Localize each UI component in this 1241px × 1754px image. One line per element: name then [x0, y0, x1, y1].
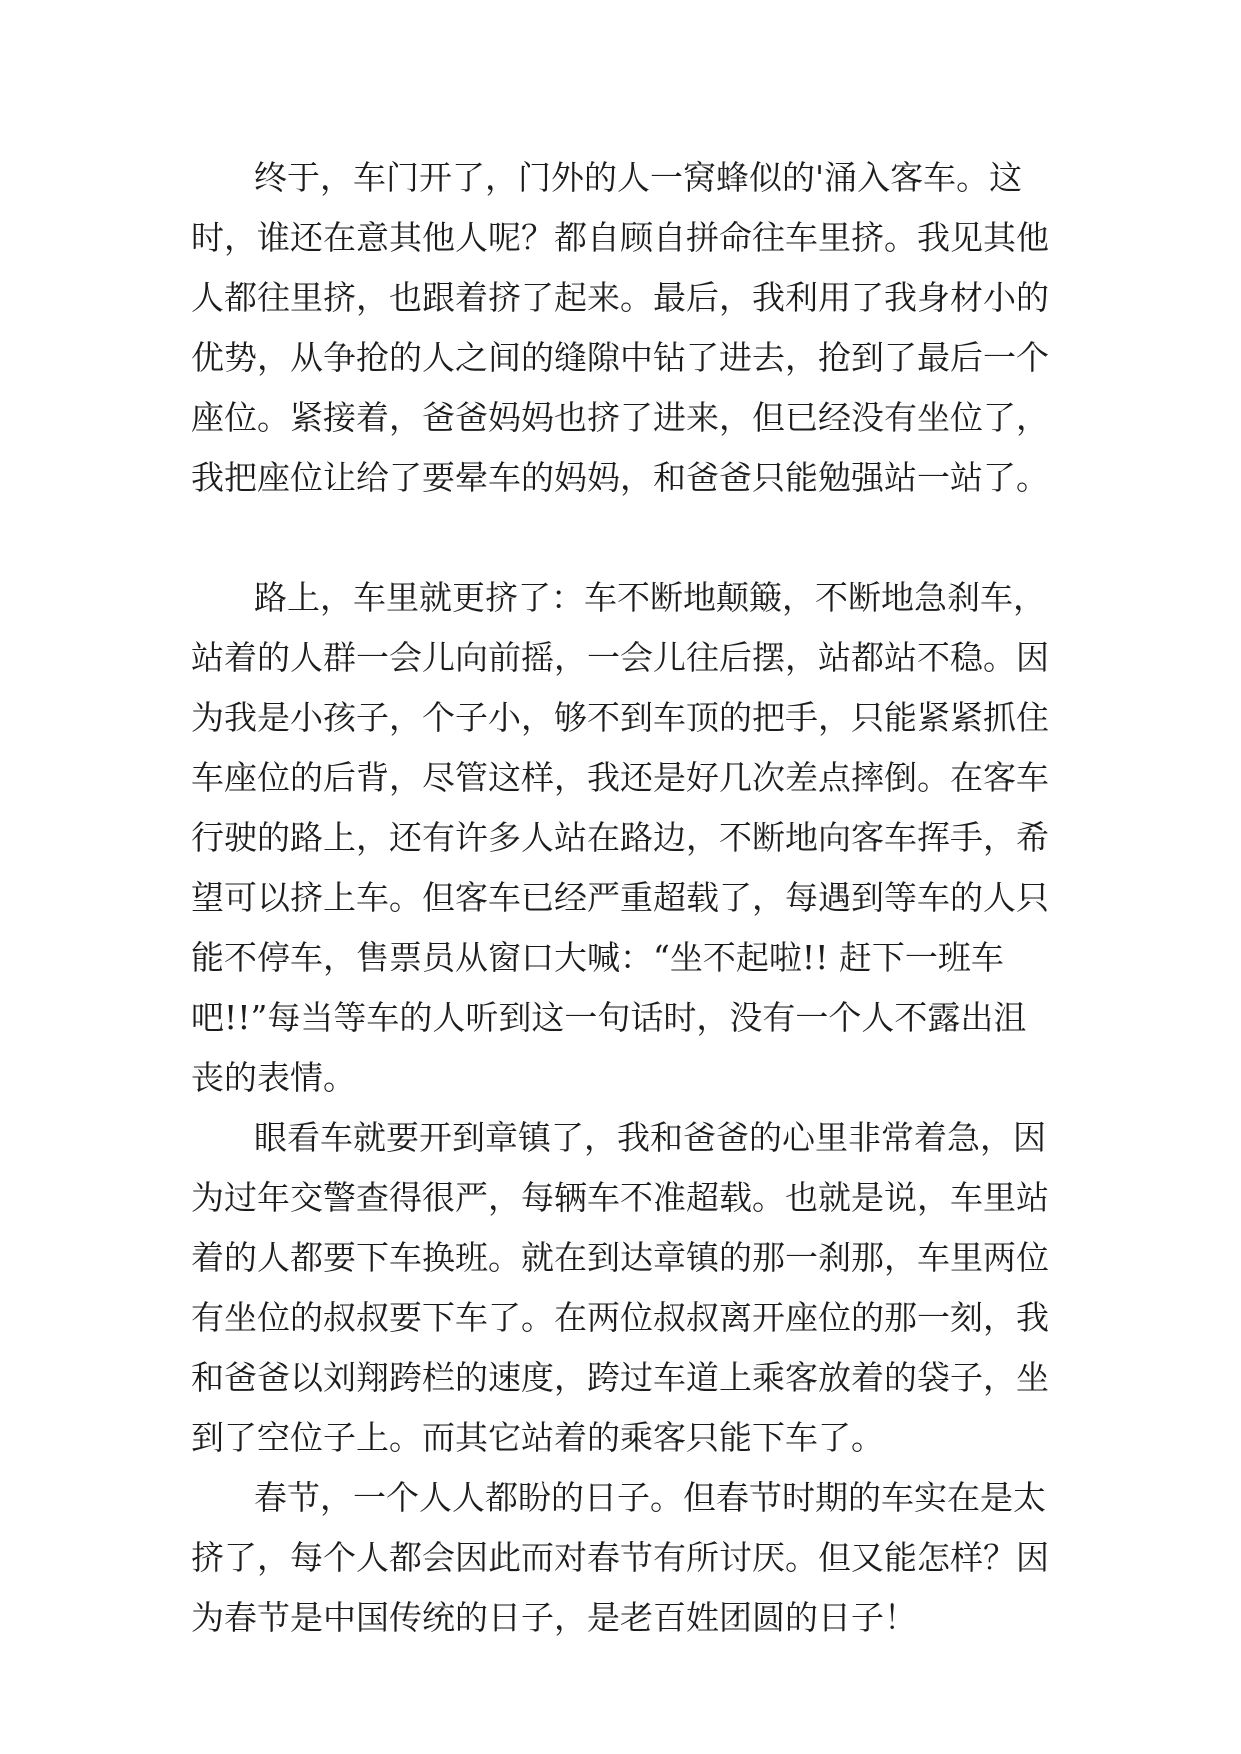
- text-line: 挤了，每个人都会因此而对春节有所讨厌。但又能怎样？因: [191, 1538, 1049, 1577]
- text-line: 人都往里挤，也跟着挤了起来。最后，我利用了我身材小的: [191, 278, 1049, 317]
- text-line: 我把座位让给了要晕车的妈妈，和爸爸只能勉强站一站了。: [191, 458, 1049, 497]
- text-line: 眼看车就要开到章镇了，我和爸爸的心里非常着急，因: [254, 1118, 1046, 1157]
- text-line: 有坐位的叔叔要下车了。在两位叔叔离开座位的那一刻，我: [191, 1298, 1049, 1337]
- text-line: 吧!!”每当等车的人听到这一句话时，没有一个人不露出沮: [191, 998, 1027, 1037]
- text-line: 到了空位子上。而其它站着的乘客只能下车了。: [191, 1418, 884, 1457]
- text-line: 站着的人群一会儿向前摇，一会儿往后摆，站都站不稳。因: [191, 638, 1049, 677]
- text-line: 为我是小孩子，个子小，够不到车顶的把手，只能紧紧抓住: [191, 698, 1049, 737]
- text-line: 着的人都要下车换班。就在到达章镇的那一刹那，车里两位: [191, 1238, 1049, 1277]
- text-line: 座位。紧接着，爸爸妈妈也挤了进来，但已经没有坐位了，: [191, 398, 1049, 437]
- text-line: 和爸爸以刘翔跨栏的速度，跨过车道上乘客放着的袋子，坐: [191, 1358, 1049, 1397]
- text-line: 车座位的后背，尽管这样，我还是好几次差点摔倒。在客车: [191, 758, 1049, 797]
- text-line: 时，谁还在意其他人呢？都自顾自拼命往车里挤。我见其他: [191, 218, 1049, 257]
- text-line: 路上，车里就更挤了：车不断地颠簸，不断地急刹车，: [254, 578, 1046, 617]
- text-line: 春节，一个人人都盼的日子。但春节时期的车实在是太: [254, 1478, 1046, 1517]
- text-line: 能不停车，售票员从窗口大喊：“坐不起啦!! 赶下一班车: [191, 938, 1004, 977]
- text-line: 行驶的路上，还有许多人站在路边，不断地向客车挥手，希: [191, 818, 1049, 857]
- text-line: 丧的表情。: [191, 1058, 356, 1097]
- text-line: 终于，车门开了，门外的人一窝蜂似的'涌入客车。这: [254, 158, 1023, 197]
- text-line: 望可以挤上车。但客车已经严重超载了，每遇到等车的人只: [191, 878, 1049, 917]
- text-line: 优势，从争抢的人之间的缝隙中钻了进去，抢到了最后一个: [191, 338, 1049, 377]
- text-line: 为春节是中国传统的日子，是老百姓团圆的日子！: [191, 1598, 917, 1637]
- text-line: 为过年交警查得很严，每辆车不准超载。也就是说，车里站: [191, 1178, 1049, 1217]
